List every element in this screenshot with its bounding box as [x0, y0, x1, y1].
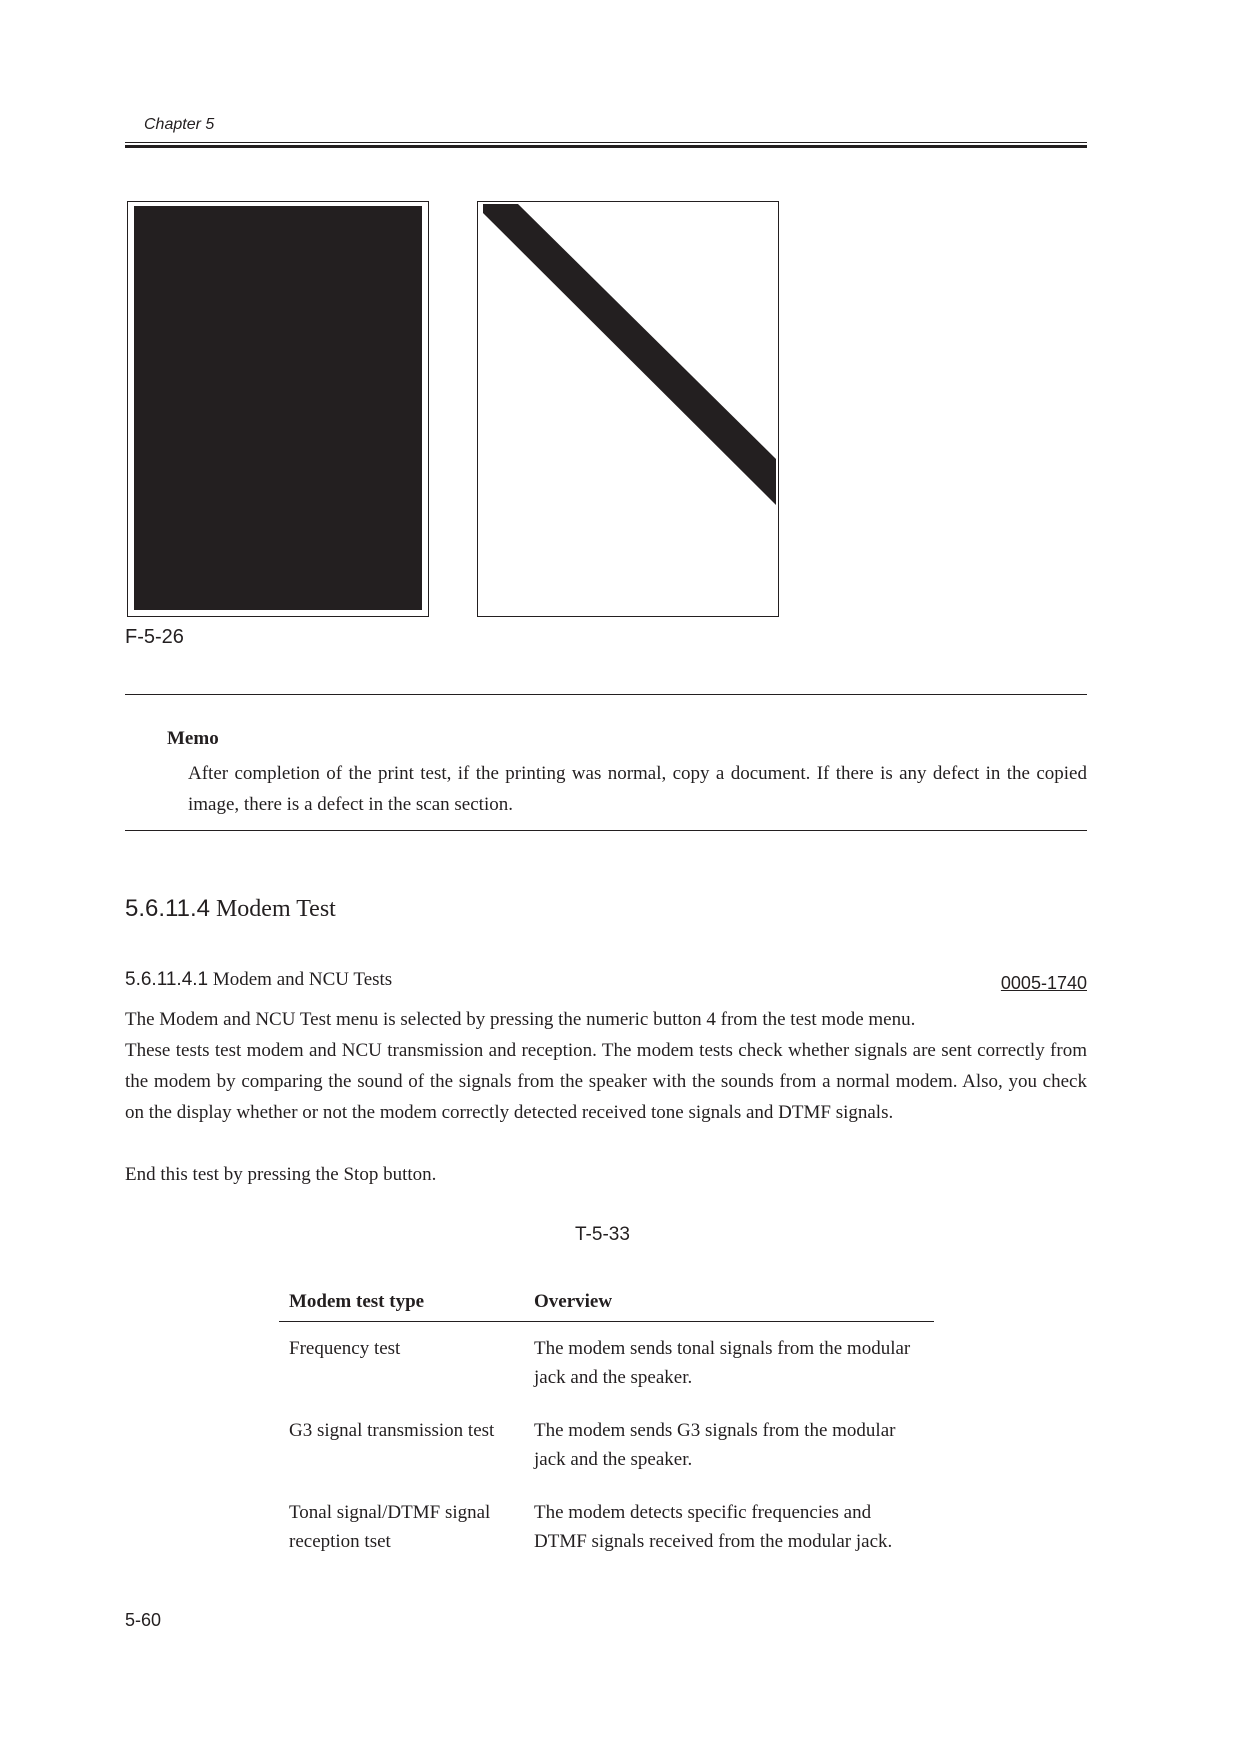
table-cell: The modem sends G3 signals from the modular jack and the speaker.: [534, 1420, 896, 1470]
subsection-title: Modem and NCU Tests: [212, 969, 393, 990]
modem-test-table: [279, 1286, 934, 1568]
column-header-test-type: Modem test type: [279, 1286, 524, 1322]
header-rule-thin: [125, 142, 1087, 143]
memo-top-rule: [125, 694, 1087, 695]
solid-black-fill: [134, 206, 422, 610]
table-cell: The modem detects specific frequencies and DTMF signals received from the modular jack.: [534, 1502, 893, 1552]
body-paragraph: The Modem and NCU Test menu is selected by pressing the numeric button 4 from the test mode menu.: [125, 1009, 916, 1030]
header-rule-thick: [125, 145, 1087, 148]
table-row: [279, 1322, 934, 1405]
table-row: [279, 1404, 934, 1486]
subsection-number: 5.6.11.4.1: [125, 969, 209, 990]
document-code-link[interactable]: 0005-1740: [1000, 973, 1087, 993]
memo-body: After completion of the print test, if the printing was normal, copy a document. If there is any defect in the copied image, there is a defect in the scan section.: [188, 763, 1087, 815]
chapter-label: Chapter 5: [144, 116, 215, 133]
section-title: Modem Test: [215, 896, 336, 922]
page-number: 5-60: [125, 1610, 162, 1630]
body-paragraph: End this test by pressing the Stop button.: [125, 1164, 437, 1185]
section-number: 5.6.11.4: [125, 895, 210, 922]
figure-solid-black-page: [127, 201, 429, 617]
figure-diagonal-stripe-page: [477, 201, 779, 617]
section-heading: [125, 895, 336, 923]
table-cell: Tonal signal/DTMF signal reception tset: [289, 1502, 491, 1552]
diagonal-stripe: [483, 204, 776, 505]
figure-caption: F-5-26: [125, 626, 184, 648]
body-paragraph: These tests test modem and NCU transmission and reception. The modem tests check whether signals are sent correctly from the modem by comparing the sound of the signals from the speaker with the sounds from a normal modem. Also, you check on the display whether or not the modem correctly detected received tone signals and DTMF signals.: [125, 1040, 1087, 1123]
table-cell: Frequency test: [289, 1338, 401, 1359]
table-cell: G3 signal transmission test: [289, 1420, 495, 1441]
table-cell: The modem sends tonal signals from the modular jack and the speaker.: [534, 1338, 911, 1388]
table-row: [279, 1486, 934, 1568]
table-header-row: [279, 1286, 934, 1322]
diagonal-stripe-graphic: [478, 202, 778, 616]
table-caption: T-5-33: [575, 1224, 630, 1245]
memo-title: Memo: [167, 728, 219, 749]
column-header-overview: Overview: [524, 1286, 934, 1322]
memo-bottom-rule: [125, 830, 1087, 831]
subsection-heading: [125, 969, 392, 991]
